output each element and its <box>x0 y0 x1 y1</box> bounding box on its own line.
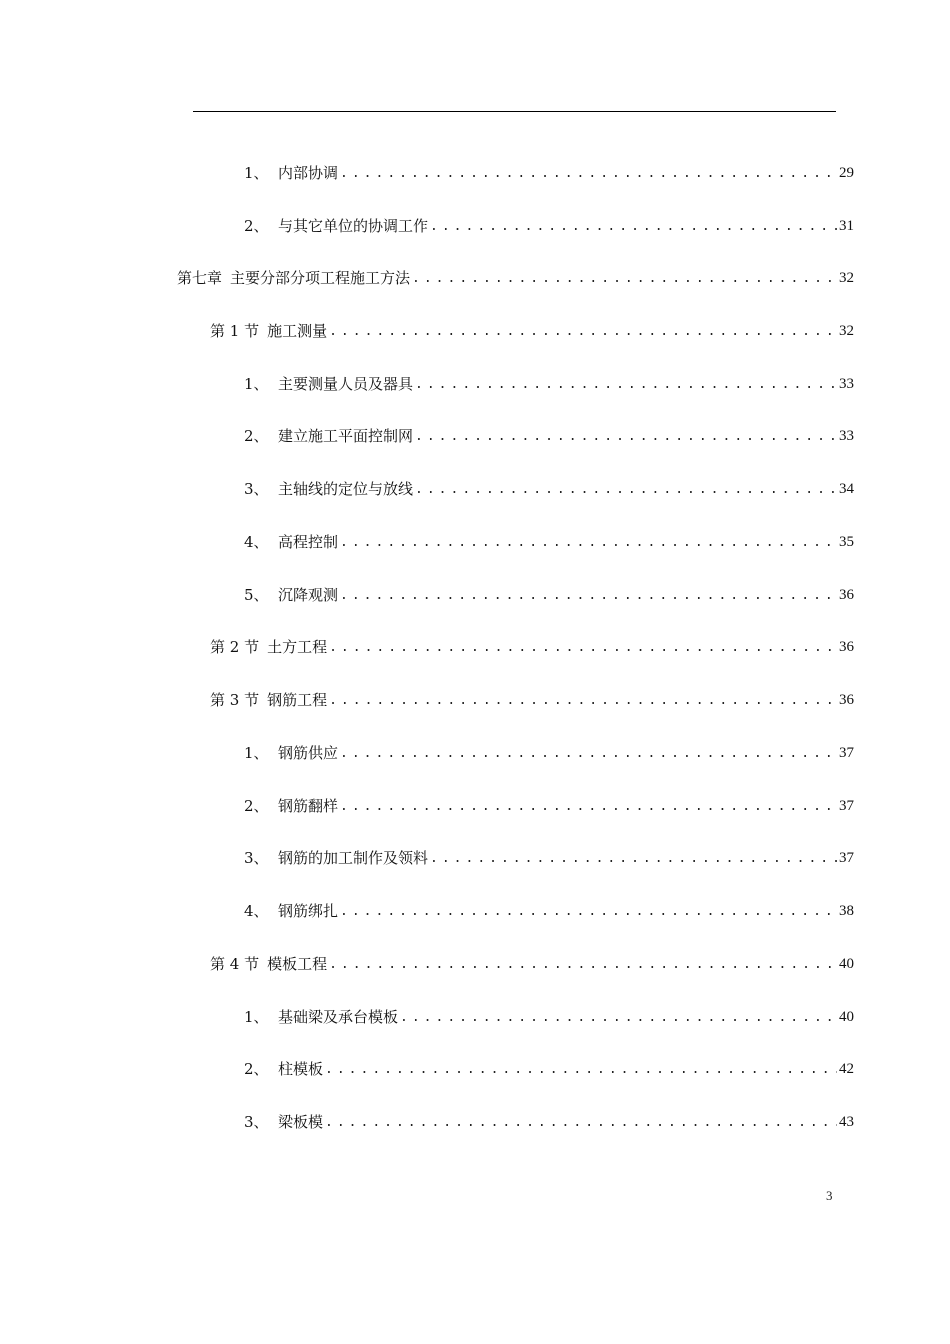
toc-entry-title: 内部协调 <box>278 164 339 182</box>
toc-entry-number: 4、 <box>244 902 269 920</box>
toc-entry-page: 37 <box>839 798 854 814</box>
toc-entry-title: 沉降观测 <box>278 586 339 604</box>
toc-entry[interactable] <box>244 368 854 394</box>
toc-entry-title: 模板工程 <box>267 955 328 973</box>
toc-entry-page: 36 <box>839 692 854 708</box>
dot-leader <box>329 692 837 710</box>
toc-entry-number: 3、 <box>244 1113 269 1131</box>
toc-entry-page: 34 <box>839 481 854 497</box>
toc-entry-title: 钢筋供应 <box>278 744 339 762</box>
toc-entry[interactable] <box>244 895 854 921</box>
dot-leader <box>325 1061 837 1079</box>
toc-entry-title: 主要分部分项工程施工方法 <box>230 269 411 287</box>
toc-entry-number: 2、 <box>244 427 269 445</box>
toc-entry-title: 钢筋工程 <box>267 691 328 709</box>
toc-entry[interactable] <box>244 420 854 446</box>
toc-entry[interactable] <box>244 526 854 552</box>
toc-entry-number: 1、 <box>244 164 269 182</box>
toc-entry-page: 40 <box>839 956 854 972</box>
toc-entry-page: 37 <box>839 850 854 866</box>
toc-entry-page: 29 <box>839 165 854 181</box>
toc-entry-page: 38 <box>839 903 854 919</box>
toc-entry-number: 2、 <box>244 1060 269 1078</box>
toc-entry-page: 36 <box>839 639 854 655</box>
toc-entry-page: 33 <box>839 428 854 444</box>
toc-entry-number: 3、 <box>244 480 269 498</box>
toc-entry-title: 基础梁及承台模板 <box>278 1008 399 1026</box>
dot-leader <box>400 1009 837 1027</box>
toc-entry-title: 土方工程 <box>267 638 328 656</box>
toc-entry-page: 35 <box>839 534 854 550</box>
toc-entry-number: 第 2 节 <box>210 638 260 656</box>
toc-entry-section[interactable] <box>210 684 854 710</box>
toc-entry-number: 2、 <box>244 797 269 815</box>
toc-entry[interactable] <box>244 1106 854 1132</box>
toc-entry[interactable] <box>244 210 854 236</box>
dot-leader <box>340 165 837 183</box>
toc-entry-section[interactable] <box>210 315 854 341</box>
dot-leader <box>415 481 837 499</box>
toc-entry-title: 钢筋翻样 <box>278 797 339 815</box>
toc-entry-number: 第七章 <box>177 269 223 287</box>
toc-entry[interactable] <box>244 737 854 763</box>
dot-leader <box>430 850 837 868</box>
dot-leader <box>415 428 837 446</box>
toc-entry-title: 梁板模 <box>278 1113 324 1131</box>
toc-entry-title: 建立施工平面控制网 <box>278 427 414 445</box>
dot-leader <box>430 218 837 236</box>
toc-entry-number: 4、 <box>244 533 269 551</box>
toc-entry-number: 1、 <box>244 1008 269 1026</box>
dot-leader <box>329 323 837 341</box>
toc-entry[interactable] <box>244 1001 854 1027</box>
toc-entry-number: 第 4 节 <box>210 955 260 973</box>
page-number: 3 <box>826 1188 833 1203</box>
dot-leader <box>329 639 837 657</box>
dot-leader <box>415 376 837 394</box>
toc-entry-number: 2、 <box>244 217 269 235</box>
toc-entry-page: 31 <box>839 218 854 234</box>
toc-entry-page: 43 <box>839 1114 854 1130</box>
dot-leader <box>340 903 837 921</box>
toc-entry-title: 主要测量人员及器具 <box>278 375 414 393</box>
dot-leader <box>340 798 837 816</box>
toc-entry-page: 32 <box>839 323 854 339</box>
toc-entry-number: 3、 <box>244 849 269 867</box>
dot-leader <box>340 587 837 605</box>
toc-entry-number: 第 3 节 <box>210 691 260 709</box>
toc-entry-page: 33 <box>839 376 854 392</box>
toc-entry[interactable] <box>244 579 854 605</box>
toc-entry-title: 钢筋的加工制作及领料 <box>278 849 429 867</box>
toc-entry-number: 第 1 节 <box>210 322 260 340</box>
dot-leader <box>412 270 837 288</box>
toc-entry[interactable] <box>244 473 854 499</box>
toc-entry-page: 32 <box>839 270 854 286</box>
toc-entry[interactable] <box>244 790 854 816</box>
toc-entry-page: 36 <box>839 587 854 603</box>
toc-entry-title: 施工测量 <box>267 322 328 340</box>
toc-entry-title: 主轴线的定位与放线 <box>278 480 414 498</box>
toc-entry-title: 与其它单位的协调工作 <box>278 217 429 235</box>
dot-leader <box>340 534 837 552</box>
dot-leader <box>325 1114 837 1132</box>
toc-entry-title: 柱模板 <box>278 1060 324 1078</box>
toc-entry-title: 高程控制 <box>278 533 339 551</box>
toc-entry-number: 1、 <box>244 744 269 762</box>
toc-entry-section[interactable] <box>210 631 854 657</box>
header-rule <box>193 111 836 112</box>
dot-leader <box>340 745 837 763</box>
toc-entry-number: 5、 <box>244 586 269 604</box>
dot-leader <box>329 956 837 974</box>
toc-entry-chapter[interactable] <box>177 262 854 288</box>
toc-entry-page: 40 <box>839 1009 854 1025</box>
toc-entry[interactable] <box>244 1053 854 1079</box>
toc-entry[interactable] <box>244 842 854 868</box>
toc-entry[interactable] <box>244 157 854 183</box>
toc-entry-page: 42 <box>839 1061 854 1077</box>
toc-entry-section[interactable] <box>210 948 854 974</box>
toc-entry-title: 钢筋绑扎 <box>278 902 339 920</box>
toc-entry-page: 37 <box>839 745 854 761</box>
toc-entry-number: 1、 <box>244 375 269 393</box>
